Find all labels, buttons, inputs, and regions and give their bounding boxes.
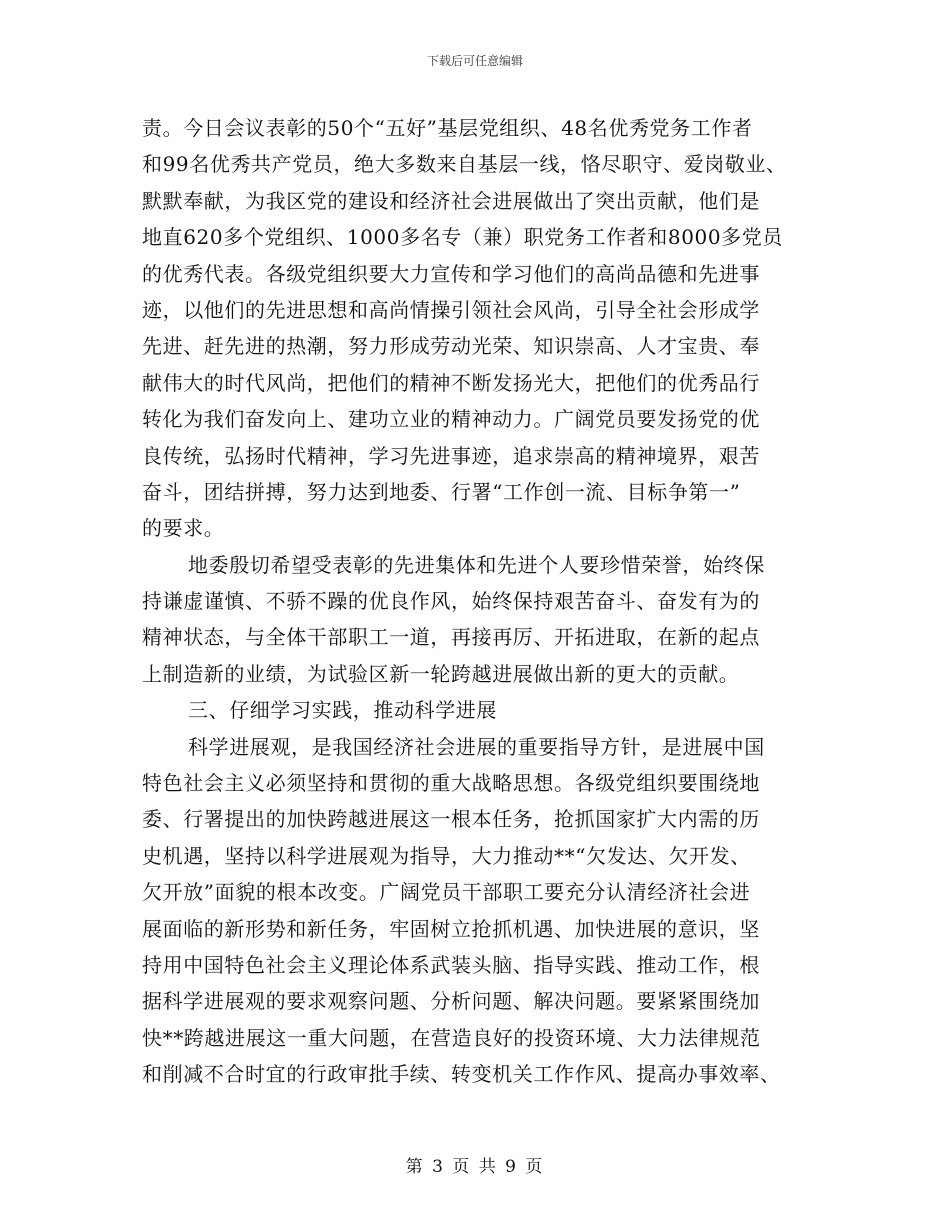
body-line: 转化为我们奋发向上、建功立业的精神动力。广阔党员要发扬党的优: [142, 407, 760, 432]
page-number-footer: 第 3 页 共 9 页: [405, 1157, 545, 1177]
body-line: 责。今日会议表彰的50个“五好”基层党组织、48名优秀党务工作者: [142, 116, 753, 140]
body-line: 奋斗，团结拼搏，努力达到地委、行署“工作创一流、目标争第一”: [142, 479, 741, 504]
body-line: 史机遇，坚持以科学进展观为指导，大力推动**“欠发达、欠开发、: [142, 843, 751, 868]
body-line: 和削减不合时宜的行政审批手续、转变机关工作作风、提高办事效率、: [142, 1062, 781, 1087]
paragraph-first-line: 地委殷切希望受表彰的先进集体和先进个人要珍惜荣誉，始终保: [188, 552, 765, 577]
document-body: [142, 110, 814, 1093]
body-line: 献伟大的时代风尚，把他们的精神不断发扬光大，把他们的优秀品行: [142, 370, 760, 395]
body-line: 欠开放”面貌的根本改变。广阔党员干部职工要充分认清经济社会进: [142, 880, 751, 905]
section-heading: 三、仔细学习实践，推动科学进展: [188, 698, 497, 723]
body-line: 先进、赶先进的热潮，努力形成劳动光荣、知识崇高、人才宝贵、奉: [142, 334, 760, 359]
body-line: 良传统，弘扬时代精神，学习先进事迹，追求崇高的精神境界，艰苦: [142, 443, 760, 468]
body-line: 默默奉献，为我区党的建设和经济社会进展做出了突出贡献，他们是: [142, 188, 760, 213]
body-line: 特色社会主义必须坚持和贯彻的重大战略思想。各级党组织要围绕地: [142, 771, 760, 796]
body-line: 委、行署提出的加快跨越进展这一根本任务，抢抓国家扩大内需的历: [142, 807, 760, 832]
body-line: 精神状态，与全体干部职工一道，再接再厉、开拓进取，在新的起点: [142, 625, 760, 650]
paragraph-first-line: 科学进展观，是我国经济社会进展的重要指导方针，是进展中国: [188, 734, 765, 759]
body-line: 的优秀代表。各级党组织要大力宣传和学习他们的高尚品德和先进事: [142, 261, 760, 286]
body-line: 据科学进展观的要求观察问题、分析问题、解决问题。要紧紧围绕加: [142, 989, 760, 1014]
body-line: 地直620多个党组织、1000多名专（兼）职党务工作者和8000多党员: [142, 225, 783, 250]
body-line: 迹，以他们的先进思想和高尚情操引领社会风尚，引导全社会形成学: [142, 297, 760, 322]
body-line: 快**跨越进展这一重大问题，在营造良好的投资环境、大力法律规范: [142, 1025, 761, 1050]
body-line: 上制造新的业绩，为试验区新一轮跨越进展做出新的更大的贡献。: [142, 661, 740, 686]
page-header: 下载后可任意编辑: [426, 54, 523, 68]
body-line: 持谦虚谨慎、不骄不躁的优良作风，始终保持艰苦奋斗、奋发有为的: [142, 589, 760, 614]
body-line: 展面临的新形势和新任务，牢固树立抢抓机遇、加快进展的意识，坚: [142, 916, 760, 941]
body-line: 持用中国特色社会主义理论体系武装头脑、指导实践、推动工作，根: [142, 952, 760, 977]
body-line: 和99名优秀共产党员，绝大多数来自基层一线，恪尽职守、爱岗敬业、: [142, 152, 787, 177]
body-line: 的要求。: [142, 516, 225, 541]
